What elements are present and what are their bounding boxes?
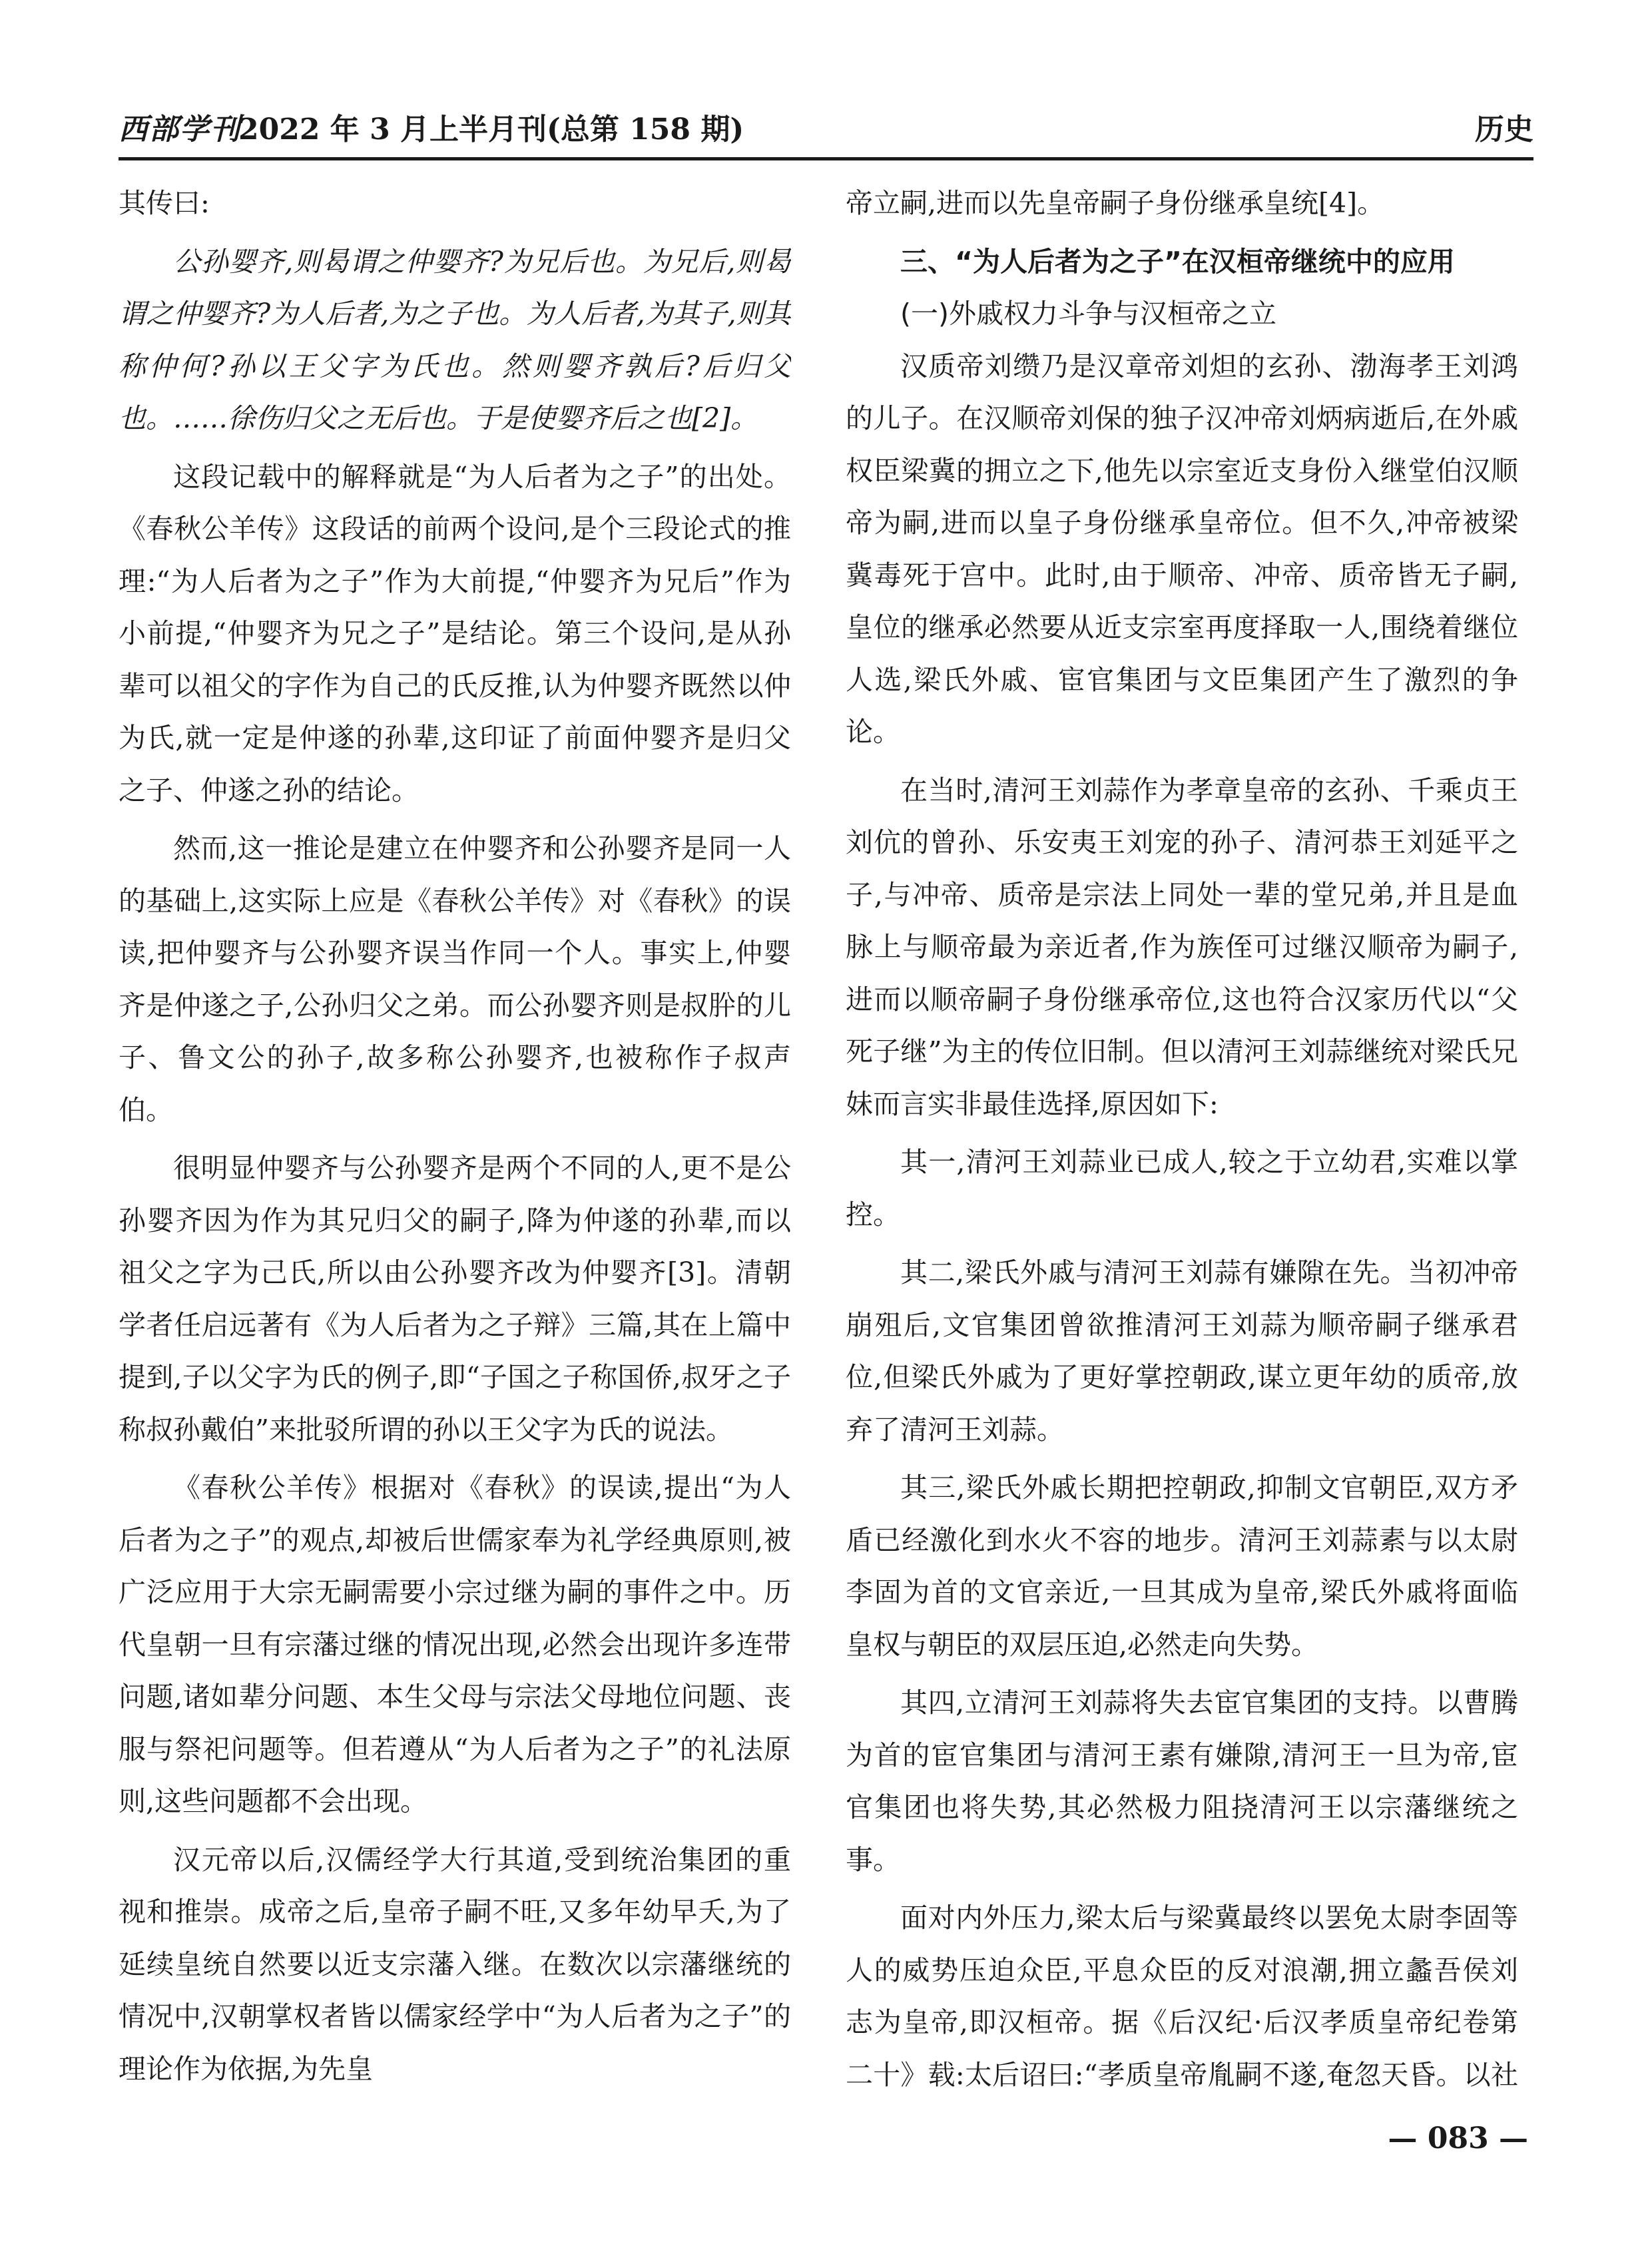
paragraph: 在当时,清河王刘蒜作为孝章皇帝的玄孙、千乘贞王刘伉的曾孙、乐安夷王刘宠的孙子、清河恭王刘延平之子,与冲帝、质帝是宗法上同处一辈的堂兄弟,并且是血脉上与顺帝最为亲近者,作为族侄可过继汉顺帝为嗣子,进而以顺帝嗣子身份继承帝位,这也符合汉家历代以“父死子继”为主的传位旧制。但以清河王刘蒜继统对梁氏兄妹而言实非最佳选择,原因如下: (846, 774, 1518, 1120)
section-label: 历史 (1475, 113, 1533, 146)
paragraph: 汉元帝以后,汉儒经学大行其道,受到统治集团的重视和推崇。成帝之后,皇帝子嗣不旺,又多年幼早夭,为了延续皇统自然要以近支宗藩入继。在数次以宗藩继统的情况中,汉朝掌权者皆以儒家经学中“为人后者为之子”的理论作为依据,为先皇 (119, 1843, 791, 2085)
header-rule (119, 157, 1533, 160)
paragraph: 其一,清河王刘蒜业已成人,较之于立幼君,实难以掌控。 (846, 1146, 1518, 1231)
paragraph: 汉质帝刘缵乃是汉章帝刘炟的玄孙、渤海孝王刘鸿的儿子。在汉顺帝刘保的独子汉冲帝刘炳病逝后,在外戚权臣梁冀的拥立之下,他先以宗室近支身份入继堂伯汉顺帝为嗣,进而以皇子身份继承皇帝位。但不久,冲帝被梁冀毒死于宫中。此时,由于顺帝、冲帝、质帝皆无子嗣,皇位的继承必然要从近支宗室再度择取一人,围绕着继位人选,梁氏外戚、宦官集团与文臣集团产生了激烈的争论。 (846, 350, 1518, 748)
journal-name: 西部学刊 (119, 113, 241, 146)
paragraph: 这段记载中的解释就是“为人后者为之子”的出处。《春秋公羊传》这段话的前两个设问,是个三段论式的推理:“为人后者为之子”作为大前提,“仲婴齐为兄后”作为小前提,“仲婴齐为兄之子”是结论。第三个设问,是从孙辈可以祖父的字作为自己的氏反推,认为仲婴齐既然以仲为氏,就一定是仲遂的孙辈,这印证了前面仲婴齐是归父之子、仲遂之孙的结论。 (119, 460, 791, 806)
paragraph: 其三,梁氏外戚长期把控朝政,抑制文官朝臣,双方矛盾已经激化到水火不容的地步。清河王刘蒜素与以太尉李固为首的文官亲近,一旦其成为皇帝,梁氏外戚将面临皇权与朝臣的双层压迫,必然走向失势。 (846, 1472, 1518, 1661)
paragraph: 其传曰: (119, 187, 210, 219)
paragraph: 其二,梁氏外戚与清河王刘蒜有嫌隙在先。当初冲帝崩殂后,文官集团曾欲推清河王刘蒜为顺帝嗣子继承君位,但梁氏外戚为了更好掌控朝政,谋立更年幼的质帝,放弃了清河王刘蒜。 (846, 1257, 1518, 1446)
left-column (119, 177, 791, 2108)
subsection-heading: (一)外戚权力斗争与汉桓帝之立 (900, 298, 1276, 330)
section-heading: 三、“为人后者为之子”在汉桓帝继统中的应用 (900, 245, 1455, 278)
paragraph: 其四,立清河王刘蒜将失去宦官集团的支持。以曹腾为首的宦官集团与清河王素有嫌隙,清河王一旦为帝,宦官集团也将失势,其必然极力阻挠清河王以宗藩继统之事。 (846, 1687, 1518, 1876)
paragraph: 很明显仲婴齐与公孙婴齐是两个不同的人,更不是公孙婴齐因为作为其兄归父的嗣子,降为仲遂的孙辈,而以祖父之字为己氏,所以由公孙婴齐改为仲婴齐[3]。清朝学者任启远著有《为人后者为之子辩》三篇,其在上篇中提到,子以父字为氏的例子,即“子国之子称国侨,叔牙之子称叔孙戴伯”来批驳所谓的孙以王父字为氏的说法。 (119, 1152, 791, 1446)
block-quote: 公孙婴齐,则曷谓之仲婴齐?为兄后也。为兄后,则曷谓之仲婴齐?为人后者,为之子也。为人后者,为其子,则其称仲何?孙以王父字为氏也。然则婴齐孰后?后归父也。……徐伤归父之无后也。于是使婴齐后之也[2]。 (119, 245, 791, 434)
paragraph: 面对内外压力,梁太后与梁冀最终以罢免太尉李固等人的威势压迫众臣,平息众臣的反对浪潮,拥立蠡吾侯刘志为皇帝,即汉桓帝。据《后汉纪·后汉孝质皇帝纪卷第二十》载:太后诏曰:“孝质皇帝胤嗣不遂,奄忽天昏。以社 (846, 1902, 1518, 2091)
right-column (846, 177, 1518, 2108)
running-header (119, 112, 1533, 152)
issue-info: 2022 年 3 月上半月刊(总第 158 期) (238, 113, 744, 146)
paragraph-continued: 帝立嗣,进而以先皇帝嗣子身份继承皇统[4]。 (846, 187, 1385, 219)
paragraph: 《春秋公羊传》根据对《春秋》的误读,提出“为人后者为之子”的观点,却被后世儒家奉为礼学经典原则,被广泛应用于大宗无嗣需要小宗过继为嗣的事件之中。历代皇朝一旦有宗藩过继的情况出现,必然会出现许多连带问题,诸如辈分问题、本生父母与宗法父母地位问题、丧服与祭祀问题等。但若遵从“为人后者为之子”的礼法原则,这些问题都不会出现。 (119, 1472, 791, 1817)
paragraph: 然而,这一推论是建立在仲婴齐和公孙婴齐是同一人的基础上,这实际上应是《春秋公羊传》对《春秋》的误读,把仲婴齐与公孙婴齐误当作同一个人。事实上,仲婴齐是仲遂之子,公孙归父之弟。而公孙婴齐则是叔肸的儿子、鲁文公的孙子,故多称公孙婴齐,也被称作子叔声伯。 (119, 832, 791, 1126)
page-number: — 083 — (1388, 2121, 1528, 2155)
